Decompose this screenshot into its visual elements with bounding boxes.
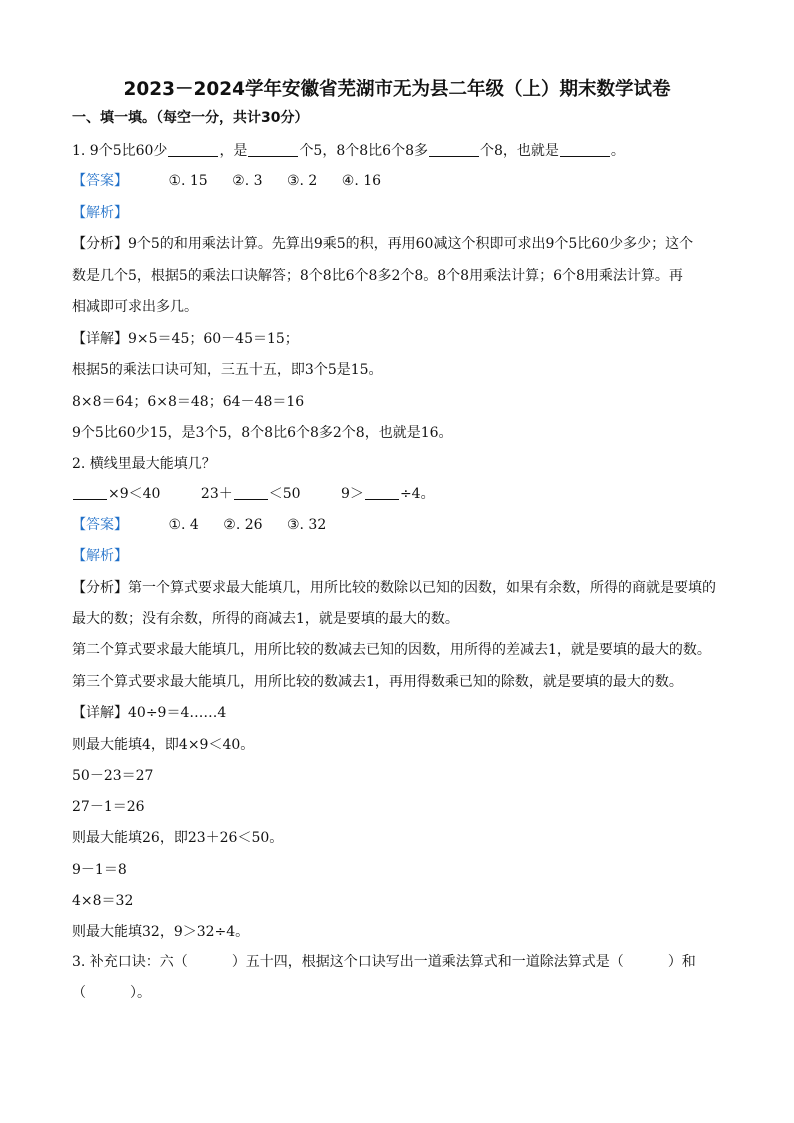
question-3-cont: （ ）。 <box>72 985 151 1001</box>
analysis-text: 数是几个5，根据5的乘法口诀解答；8个8比6个8多2个8。8个8用乘法计算；6个8用乘法计算。再 <box>72 268 683 284</box>
question-2-title: 2. 横线里最大能填几？ <box>72 456 216 472</box>
analysis-text: 第二个算式要求最大能填几，用所比较的数减去已知的因数，用所得的差减去1，就是要填的最大的数。 <box>72 642 711 658</box>
answer-item: ①. 4 <box>168 517 199 533</box>
detail-text: 【详解】9×5＝45；60－45＝15； <box>72 331 299 347</box>
question-3: 3. 补充口诀：六（ ）五十四，根据这个口诀写出一道乘法算式和一道除法算式是（ ）和 <box>72 954 696 970</box>
analysis-text: 第三个算式要求最大能填几，用所比较的数减去1，再用得数乘已知的除数，就是要填的最大的数。 <box>72 674 683 690</box>
answer-blank[interactable] <box>429 142 479 157</box>
page-title: 2023－2024学年安徽省芜湖市无为县二年级（上）期末数学试卷 <box>123 79 671 100</box>
answer-row <box>72 172 381 190</box>
analysis-tag: 【解析】 <box>72 205 128 221</box>
answer-blank[interactable] <box>234 485 268 500</box>
detail-text: 8×8＝64；6×8＝48；64－48＝16 <box>72 394 305 410</box>
detail-text: 则最大能填4，即4×9＜40。 <box>72 737 255 753</box>
answer-item: ④. 16 <box>341 173 382 189</box>
detail-text: 27－1＝26 <box>72 799 145 815</box>
detail-text: 4×8＝32 <box>72 893 134 909</box>
answer-blank[interactable] <box>248 142 298 157</box>
answer-item: ①. 15 <box>168 173 208 189</box>
analysis-tag: 【解析】 <box>72 548 128 564</box>
answer-blank[interactable] <box>168 142 218 157</box>
question-2-expressions: ×9＜40 23＋ ＜50 9＞ ÷4。 <box>72 485 435 503</box>
analysis-text: 最大的数；没有余数，所得的商减去1，就是要填的最大的数。 <box>72 611 459 627</box>
answer-item: ③. 32 <box>286 517 327 533</box>
answer-item: ③. 2 <box>286 173 318 189</box>
answer-tag: 【答案】 <box>72 517 128 533</box>
answer-item: ②. 26 <box>223 517 263 533</box>
detail-text: 【详解】40÷9＝4……4 <box>72 705 227 721</box>
analysis-text: 相减即可求出多几。 <box>72 299 198 315</box>
answer-item: ②. 3 <box>232 173 263 189</box>
detail-text: 根据5的乘法口诀可知，三五十五，即3个5是15。 <box>72 362 383 378</box>
analysis-text: 【分析】9个5的和用乘法计算。先算出9乘5的积，再用60减这个积即可求出9个5比60少多少；这个 <box>72 236 694 252</box>
detail-text: 则最大能填26，即23＋26＜50。 <box>72 830 284 846</box>
answer-blank[interactable] <box>560 142 610 157</box>
answer-tag: 【答案】 <box>72 173 128 189</box>
answer-row <box>72 516 326 534</box>
analysis-text: 【分析】第一个算式要求最大能填几，用所比较的数除以已知的因数，如果有余数，所得的商就是要填的 <box>72 580 716 596</box>
answer-blank[interactable] <box>365 485 399 500</box>
detail-text: 9个5比60少15，是3个5，8个8比6个8多2个8，也就是16。 <box>72 425 453 441</box>
detail-text: 则最大能填32，9＞32÷4。 <box>72 924 250 940</box>
answer-blank[interactable] <box>73 485 107 500</box>
detail-text: 9－1＝8 <box>72 862 127 878</box>
section-heading: 一、填一填。（每空一分，共计30分） <box>72 110 309 126</box>
question-1: 1. 9个5比60少 ，是 个5，8个8比6个8多 个8，也就是 。 <box>72 143 625 159</box>
detail-text: 50－23＝27 <box>72 768 154 784</box>
